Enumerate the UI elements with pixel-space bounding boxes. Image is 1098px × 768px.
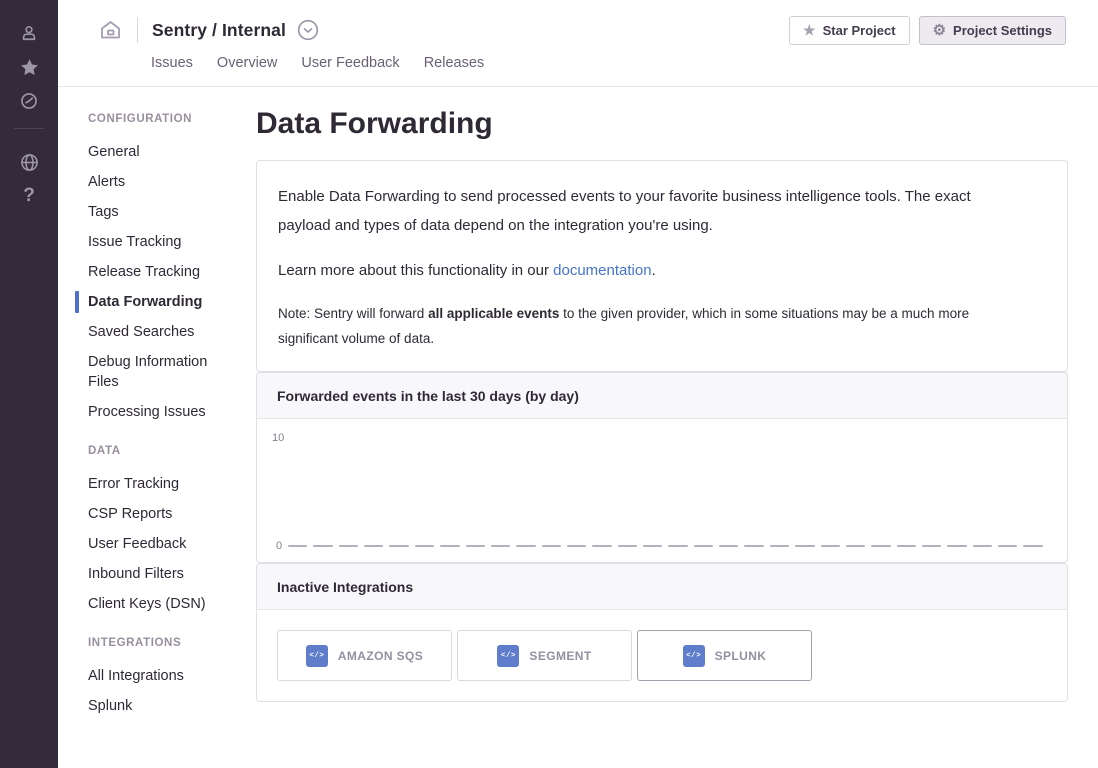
main-content [256, 87, 1068, 768]
integration-card-segment[interactable] [457, 630, 632, 681]
nav-item-client-keys[interactable]: Client Keys (DSN) [88, 596, 206, 612]
zero-value-bars [288, 545, 1043, 547]
integration-label: SPLUNK [714, 648, 767, 663]
home-icon[interactable] [98, 18, 123, 42]
forwarded-events-chart-panel [256, 372, 1068, 563]
nav-item-processing-issues[interactable]: Processing Issues [88, 404, 206, 420]
nav-item-debug-information-files[interactable]: Debug Information Files [88, 354, 208, 390]
integration-label: AMAZON SQS [337, 648, 424, 663]
star-icon: ★ [803, 22, 816, 38]
info-paragraph-2: Learn more about this functionality in our documentation. [278, 262, 656, 279]
y-axis-tick-min: 0 [276, 540, 283, 552]
tab-issues[interactable]: Issues [151, 55, 193, 71]
code-plugin-icon: </> [306, 645, 328, 667]
user-icon[interactable] [0, 16, 58, 50]
header-divider [137, 17, 138, 43]
nav-item-error-tracking[interactable]: Error Tracking [88, 476, 180, 492]
integration-label: SEGMENT [529, 648, 592, 663]
code-plugin-icon: </> [683, 645, 705, 667]
star-project-button[interactable] [789, 16, 910, 45]
settings-nav [58, 87, 256, 768]
header-tabs [58, 55, 1098, 71]
documentation-link[interactable]: documentation [553, 262, 652, 279]
integration-card-amazon-sqs[interactable] [277, 630, 452, 681]
project-settings-label: Project Settings [953, 22, 1052, 38]
page-title: Data Forwarding [256, 107, 493, 140]
integrations-panel-title: Inactive Integrations [257, 564, 1067, 610]
nav-item-release-tracking[interactable]: Release Tracking [88, 264, 201, 280]
inactive-integrations-panel [256, 563, 1068, 702]
nav-section-data: DATA [88, 445, 121, 457]
chevron-down-icon[interactable] [296, 18, 320, 42]
y-axis-tick-max: 10 [272, 432, 285, 444]
nav-item-alerts[interactable]: Alerts [88, 174, 126, 190]
nav-item-issue-tracking[interactable]: Issue Tracking [88, 234, 182, 250]
app-rail [0, 0, 58, 768]
history-clock-icon[interactable] [0, 84, 58, 118]
tab-overview[interactable]: Overview [216, 55, 278, 71]
rail-divider [14, 128, 44, 129]
nav-item-inbound-filters[interactable]: Inbound Filters [88, 566, 184, 582]
nav-section-integrations: INTEGRATIONS [88, 637, 182, 649]
gear-icon: ⚙ [932, 21, 947, 39]
nav-item-data-forwarding[interactable]: Data Forwarding [88, 287, 238, 317]
nav-item-csp-reports[interactable]: CSP Reports [88, 506, 173, 522]
star-project-label: Star Project [822, 22, 896, 38]
code-plugin-icon: </> [497, 645, 519, 667]
info-note: Note: Sentry will forward all applicable events to the given provider, which in some situations may be a much more significant volume of data. [278, 306, 970, 346]
nav-item-all-integrations[interactable]: All Integrations [88, 668, 184, 684]
nav-item-user-feedback[interactable]: User Feedback [88, 536, 187, 552]
help-icon[interactable]: ? [23, 185, 35, 206]
info-paragraph-1: Enable Data Forwarding to send processed events to your favorite business intelligence tools. The exact payload and types of data depend on the integration you're using. [278, 188, 971, 234]
nav-item-general[interactable]: General [88, 144, 140, 160]
nav-item-splunk[interactable]: Splunk [88, 698, 133, 714]
tab-releases[interactable]: Releases [423, 55, 485, 71]
chart-area [257, 419, 1067, 562]
info-panel [256, 160, 1068, 372]
project-settings-button[interactable] [919, 16, 1066, 45]
star-icon[interactable] [0, 50, 58, 84]
nav-item-tags[interactable]: Tags [88, 204, 119, 220]
nav-section-configuration: CONFIGURATION [88, 113, 193, 125]
tab-user-feedback[interactable]: User Feedback [301, 55, 400, 71]
globe-icon[interactable] [0, 145, 58, 179]
nav-item-saved-searches[interactable]: Saved Searches [88, 324, 195, 340]
chart-panel-title: Forwarded events in the last 30 days (by day) [257, 373, 1067, 419]
header [58, 0, 1098, 87]
integration-card-splunk[interactable] [637, 630, 812, 681]
org-project-title[interactable]: Sentry / Internal [152, 19, 286, 40]
